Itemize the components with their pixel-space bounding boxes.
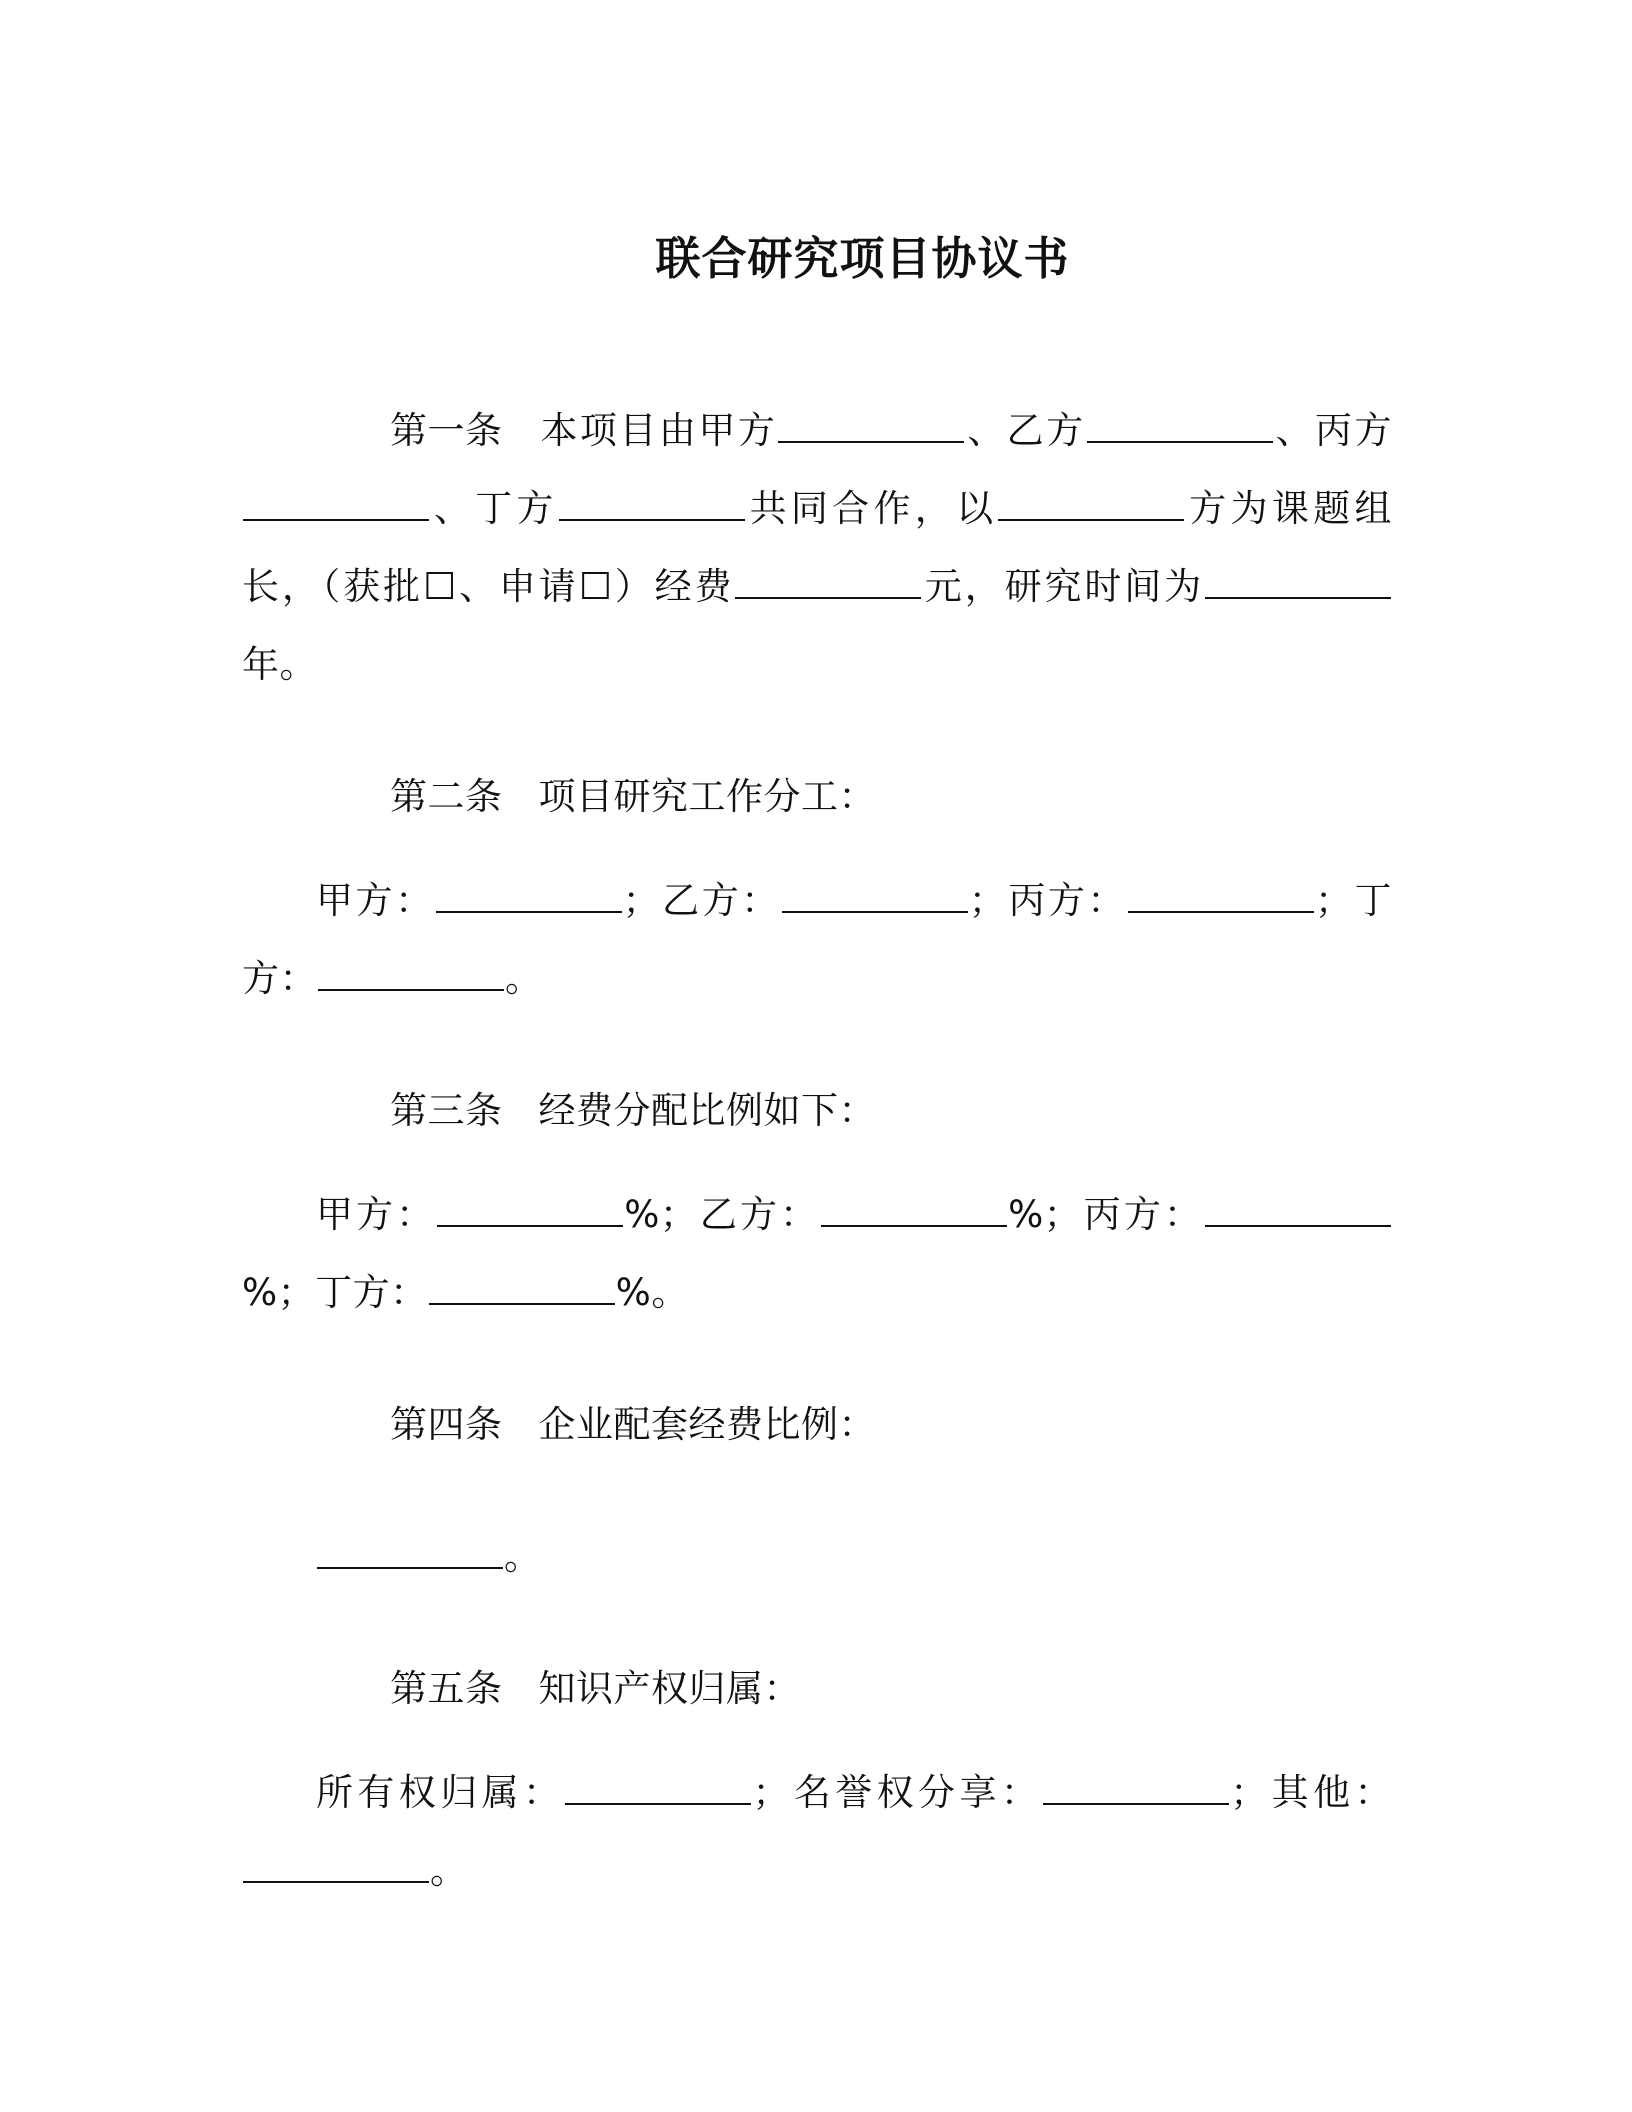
article-5-heading: 知识产权归属： <box>538 1667 801 1710</box>
blank-party-c-name[interactable] <box>243 493 429 521</box>
text-segment: 甲方： <box>316 879 435 922</box>
article-2-heading: 项目研究工作分工： <box>538 775 876 818</box>
document-body <box>242 392 1392 1910</box>
text-segment: 。 <box>505 957 543 1000</box>
text-segment: ；乙方： <box>622 879 781 922</box>
blank-party-c-percent[interactable] <box>1205 1199 1391 1227</box>
text-segment: 年。 <box>242 643 317 686</box>
text-segment: ；名誉权分享： <box>752 1771 1043 1814</box>
article-4 <box>242 1386 1392 1464</box>
article-5-number: 第五条 <box>390 1667 503 1710</box>
article-4-number: 第四条 <box>390 1403 503 1446</box>
blank-funding-amount[interactable] <box>735 571 921 599</box>
blank-ownership[interactable] <box>565 1777 751 1805</box>
blank-party-d-percent[interactable] <box>429 1277 615 1305</box>
article-2-number: 第二条 <box>390 775 503 818</box>
article-3-body <box>242 1176 1392 1332</box>
article-1-heading: 本项目由甲方 <box>538 409 778 452</box>
blank-party-b-percent[interactable] <box>821 1199 1007 1227</box>
text-segment: 共同合作，以 <box>745 487 998 530</box>
article-4-heading: 企业配套经费比例： <box>538 1403 876 1446</box>
text-segment: %。 <box>615 1271 689 1314</box>
article-3-number: 第三条 <box>390 1089 503 1132</box>
text-segment: 。 <box>504 1535 542 1578</box>
text-segment: 甲方： <box>316 1193 437 1236</box>
checkbox-approved[interactable]: ☐ <box>422 565 457 608</box>
checkbox-applied[interactable]: ☐ <box>578 565 613 608</box>
text-segment: 、丙方 <box>1273 409 1393 452</box>
article-1-number: 第一条 <box>390 409 503 452</box>
text-segment: %；乙方： <box>624 1193 821 1236</box>
text-segment: 、乙方 <box>965 409 1086 452</box>
blank-party-a-name[interactable] <box>778 415 964 443</box>
blank-research-years[interactable] <box>1205 571 1391 599</box>
blank-party-b-name[interactable] <box>1087 415 1273 443</box>
article-4-body <box>242 1518 1392 1596</box>
text-segment: %；丙方： <box>1008 1193 1204 1236</box>
blank-party-b-work[interactable] <box>782 885 968 913</box>
text-segment: 、丁方 <box>430 487 558 530</box>
blank-party-a-work[interactable] <box>436 885 622 913</box>
blank-group-leader[interactable] <box>998 493 1184 521</box>
blank-party-a-percent[interactable] <box>437 1199 623 1227</box>
blank-party-d-work[interactable] <box>318 963 504 991</box>
text-segment: 方为课题组长，（获批 <box>242 487 1392 608</box>
text-segment: 元，研究时间为 <box>922 565 1205 608</box>
text-segment: %；丁方： <box>242 1271 428 1314</box>
text-segment: ）经费 <box>612 565 735 608</box>
blank-other[interactable] <box>243 1855 429 1883</box>
blank-party-d-name[interactable] <box>559 493 745 521</box>
text-segment: 。 <box>430 1849 468 1892</box>
article-3-heading: 经费分配比例如下： <box>538 1089 876 1132</box>
article-5 <box>242 1650 1392 1728</box>
article-2 <box>242 758 1392 836</box>
text-segment: ；丁方： <box>242 879 1393 1000</box>
text-segment: ；丙方： <box>968 879 1127 922</box>
text-segment: ；其他： <box>1230 1771 1392 1814</box>
text-segment: 所有权归属： <box>316 1771 565 1814</box>
blank-enterprise-funding-ratio[interactable] <box>317 1541 503 1569</box>
blank-party-c-work[interactable] <box>1128 885 1314 913</box>
article-3 <box>242 1072 1392 1150</box>
document-title: 联合研究项目协议书 <box>655 232 1070 285</box>
blank-honor-share[interactable] <box>1043 1777 1229 1805</box>
text-segment: 、申请 <box>456 565 579 608</box>
article-2-body <box>242 862 1392 1018</box>
article-1 <box>242 392 1392 704</box>
article-5-body <box>242 1754 1392 1910</box>
